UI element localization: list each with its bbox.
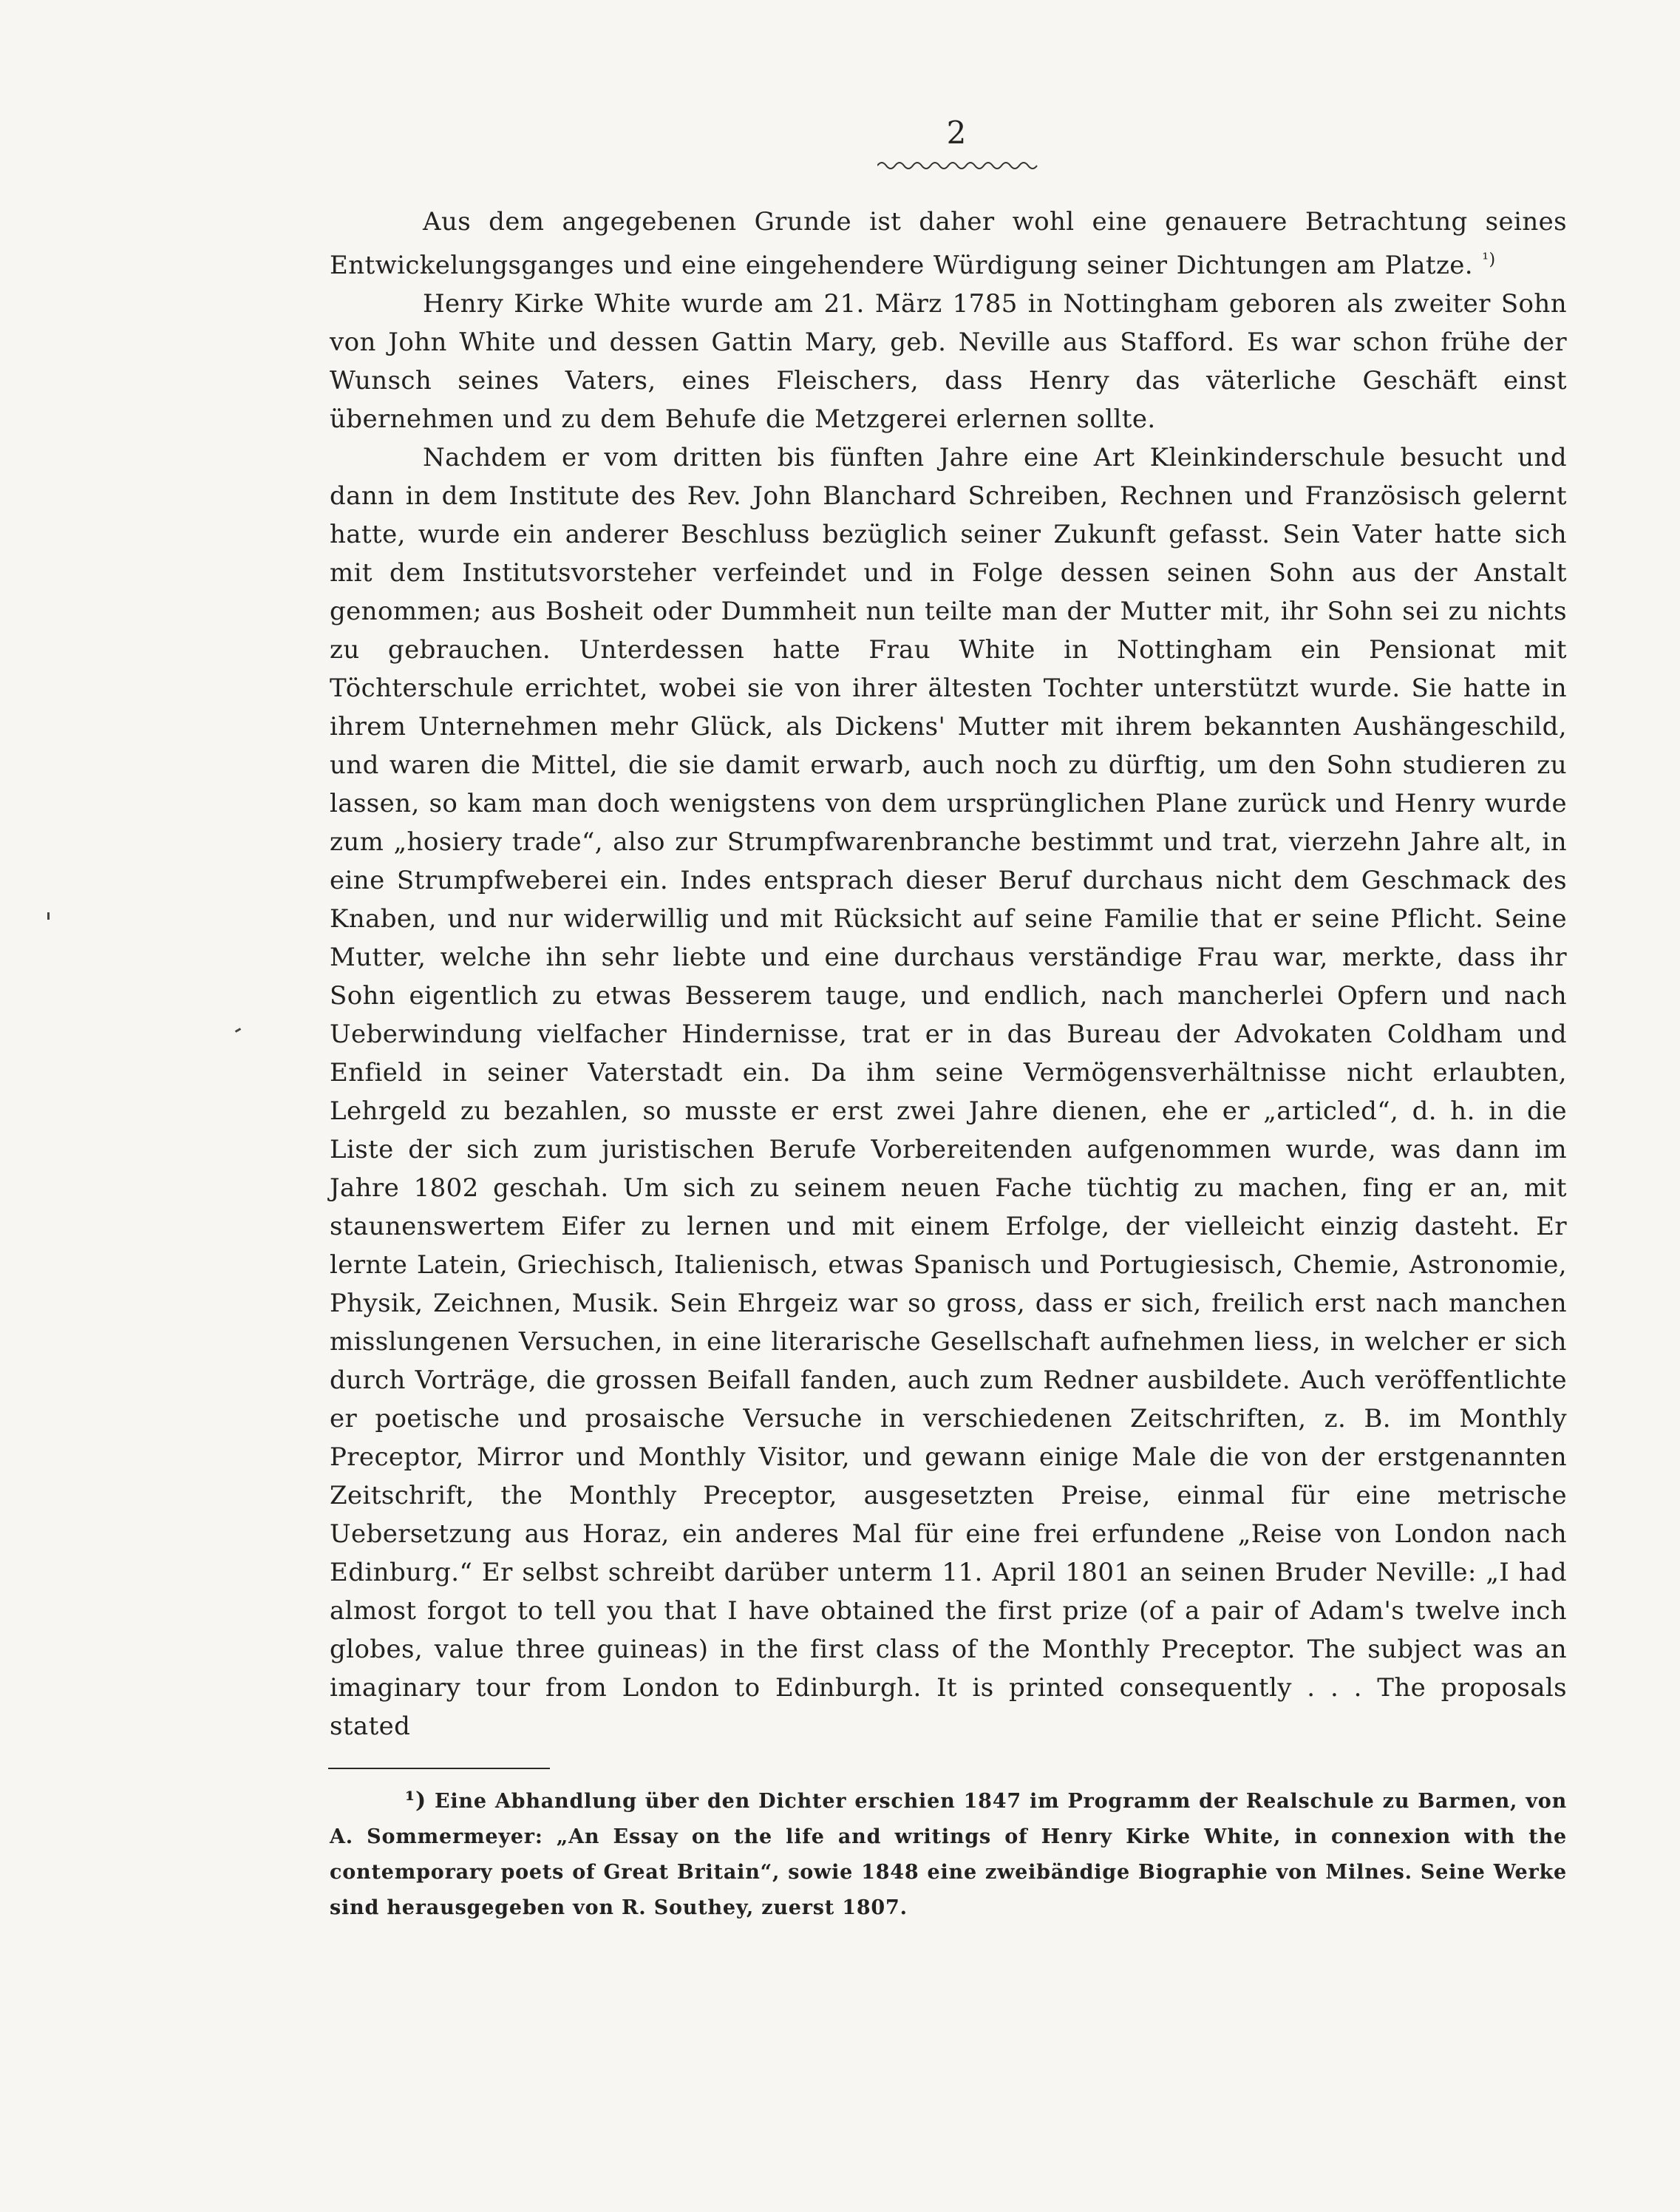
footnote-divider	[328, 1768, 550, 1769]
footnote-text: Eine Abhandlung über den Dichter erschien 1847 im Programm der Realschule zu Barmen, von A. Sommermeyer: „An Essay on the life and writings of Henry Kirke White, in connexion with the contemporary poets of Great Britain“, sowie 1848 eine zweibändige Biographie von Milnes. Seine Werke sind herausgegeben von R. Southey, zuerst 1807.	[330, 1790, 1567, 1919]
paragraph	[330, 203, 1567, 285]
margin-speck	[235, 1028, 241, 1033]
paragraph: Henry Kirke White wurde am 21. März 1785 in Nottingham geboren als zweiter Sohn von John White und dessen Gattin Mary, geb. Neville aus Stafford. Es war schon frühe der Wunsch seines Vaters, eines Fleischers, dass Henry das väterliche Geschäft einst übernehmen und zu dem Behufe die Metzgerei erlernen sollte.	[330, 289, 1567, 435]
margin-speck	[47, 912, 50, 920]
body-text	[330, 203, 1567, 1745]
footnote-marker: ¹)	[405, 1788, 426, 1814]
paragraph-text: Aus dem angegebenen Grunde ist daher wohl eine genauere Betrachtung seines Entwickelungsganges und eine eingehendere Würdigung seiner Dichtungen am Platze.	[330, 207, 1567, 281]
paragraph: Nachdem er vom dritten bis fünften Jahre eine Art Kleinkinderschule besucht und dann in dem Institute des Rev. John Blanchard Schreiben, Rechnen und Französisch gelernt hatte, wurde ein anderer Beschluss bezüglich seiner Zukunft gefasst. Sein Vater hatte sich mit dem Institutsvorsteher verfeindet und in Folge dessen seinen Sohn aus der Anstalt genommen; aus Bosheit oder Dummheit nun teilte man der Mutter mit, ihr Sohn sei zu nichts zu gebrauchen. Unterdessen hatte Frau White in Nottingham ein Pensionat mit Töchterschule errichtet, wobei sie von ihrer ältesten Tochter unterstützt wurde. Sie hatte in ihrem Unternehmen mehr Glück, als Dickens' Mutter mit ihrem bekannten Aushängeschild, und waren die Mittel, die sie damit erwarb, auch noch zu dürftig, um den Sohn studieren zu lassen, so kam man doch wenigstens von dem ursprünglichen Plane zurück und Henry wurde zum „hosiery trade“, also zur Strumpfwarenbranche bestimmt und trat, vierzehn Jahre alt, in eine Strumpfweberei ein. Indes entsprach dieser Beruf durchaus nicht dem Geschmack des Knaben, und nur widerwillig und mit Rücksicht auf seine Familie that er seine Pflicht. Seine Mutter, welche ihn sehr liebte und eine durchaus verständige Frau war, merkte, dass ihr Sohn eigentlich zu etwas Besserem tauge, und endlich, nach mancherlei Opfern und nach Ueberwindung vielfacher Hindernisse, trat er in das Bureau der Advokaten Coldham und Enfield in seiner Vaterstadt ein. Da ihm seine Vermögensverhältnisse nicht erlaubten, Lehrgeld zu bezahlen, so musste er erst zwei Jahre dienen, ehe er „articled“, d. h. in die Liste der sich zum juristischen Berufe Vorbereitenden aufgenommen wurde, was dann im Jahre 1802 geschah. Um sich zu seinem neuen Fache tüchtig zu machen, fing er an, mit staunenswertem Eifer zu lernen und mit einem Erfolge, der vielleicht einzig dasteht. Er lernte Latein, Griechisch, Italienisch, etwas Spanisch und Portugiesisch, Chemie, Astronomie, Physik, Zeichnen, Musik. Sein Ehrgeiz war so gross, dass er sich, freilich erst nach manchen misslungenen Versuchen, in eine literarische Gesellschaft aufnehmen liess, in welcher er sich durch Vorträge, die grossen Beifall fanden, auch zum Redner ausbildete. Auch veröffentlichte er poetische und prosaische Versuche in verschiedenen Zeitschriften, z. B. im Monthly Preceptor, Mirror und Monthly Visitor, und gewann einige Male die von der erstgenannten Zeitschrift, the Monthly Preceptor, ausgesetzten Preise, einmal für eine metrische Uebersetzung aus Horaz, ein anderes Mal für eine frei erfundene „Reise von London nach Edinburg.“ Er selbst schreibt darüber unterm 11. April 1801 an seinen Bruder Neville: „I had almost forgot to tell you that I have obtained the first prize (of a pair of Adam's twelve inch globes, value three guineas) in the first class of the Monthly Preceptor. The subject was an imaginary tour from London to Edinburgh. It is printed consequently . . . The proposals stated	[330, 443, 1567, 1742]
wavy-ornament	[877, 160, 1038, 172]
footnote-reference: ¹)	[1482, 251, 1496, 269]
page-number: 2	[946, 115, 967, 151]
footnote	[330, 1783, 1567, 1926]
